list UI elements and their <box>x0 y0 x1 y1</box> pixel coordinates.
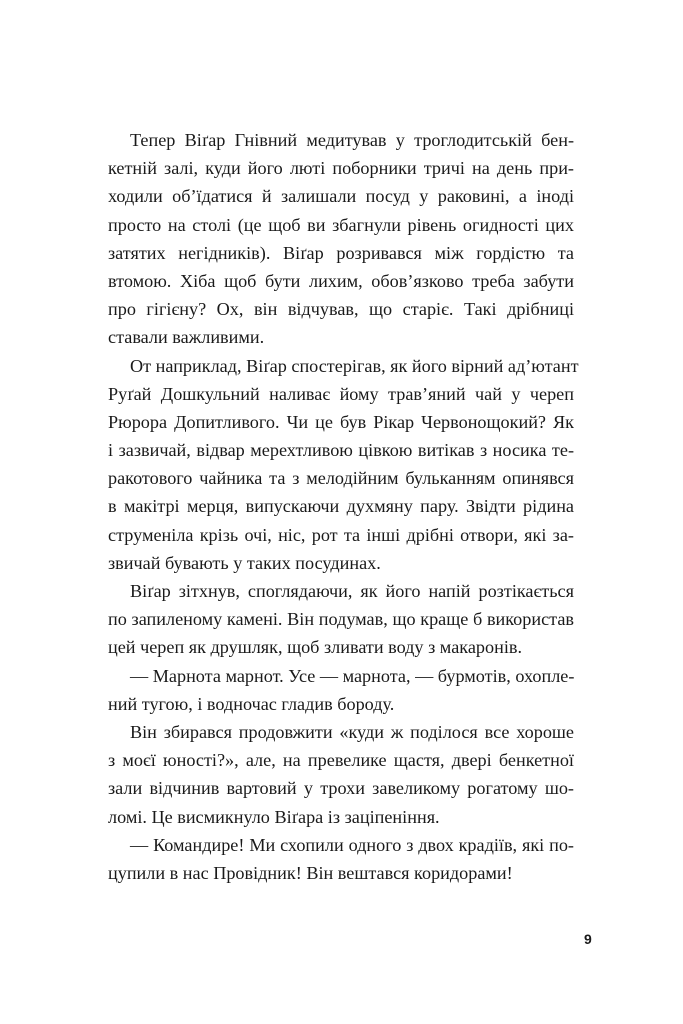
text-line: затятих негідників). Віґар розривався між гордістю та <box>108 242 574 263</box>
text-line: ракотового чайника та з мелодійним бульканням опинявся <box>108 468 574 489</box>
text-line: Руґай Дошкульний наливає йому трав’яний чай у череп <box>108 383 574 404</box>
text-line: просто на столі (це щоб ви збагнули рівень огидності цих <box>108 214 574 235</box>
paragraph <box>108 126 574 352</box>
text-line: Тепер Віґар Гнівний медитував у троглодитській бен- <box>130 130 574 150</box>
text-line: цей череп як друшляк, щоб зливати воду з макаронів. <box>108 637 523 658</box>
text-line: — Марнота марнот. Усе — марнота, — бурмотів, охопле- <box>130 665 575 686</box>
page-number: 9 <box>584 931 592 947</box>
text-line: по запиленому камені. Він подумав, що краще б використав <box>108 609 574 630</box>
text-line: з моєї юності?», але, на превелике щастя, двері бенкетної <box>108 750 574 771</box>
text-line: кетній залі, куди його люті поборники тричі на день при- <box>108 158 574 179</box>
text-line: цупили в нас Провідник! Він вештався коридорами! <box>108 862 513 883</box>
body-text <box>108 126 579 887</box>
text-line: струменіла крізь очі, ніс, рот та інші дрібні отвори, які за- <box>108 524 574 545</box>
text-line: ходили об’їдатися й залишали посуд у раковині, а іноді <box>108 186 574 207</box>
paragraph <box>108 718 574 831</box>
paragraph <box>108 831 574 887</box>
text-line: в макітрі мерця, випускаючи духмяну пару. Звідти рідина <box>108 496 574 517</box>
text-line: Рюрора Допитливого. Чи це був Рікар Червонощокий? Як <box>108 411 574 432</box>
text-line: ставали важливими. <box>108 327 265 348</box>
text-line: — Командире! Ми схопили одного з двох крадіїв, які по- <box>130 834 574 855</box>
text-line: ломі. Це висмикнуло Віґара із заціпеніння. <box>108 806 440 827</box>
text-line: і зазвичай, відвар мерехтливою цівкою витікав з носика те- <box>108 440 574 461</box>
paragraph <box>108 352 579 578</box>
paragraph <box>108 577 574 662</box>
text-line: зали відчинив вартовий у трохи завеликому рогатому шо- <box>108 778 574 799</box>
text-line: Віґар зітхнув, споглядаючи, як його напій розтікається <box>130 581 574 601</box>
text-line: втомою. Хіба щоб бути лихим, обов’язково треба забути <box>108 270 574 291</box>
text-line: звичай бувають у таких посудинах. <box>108 552 381 573</box>
text-line: ний тугою, і водночас гладив бороду. <box>108 693 395 714</box>
paragraph <box>108 662 574 718</box>
text-line: про гігієну? Ох, він відчував, що старіє. Такі дрібниці <box>108 299 574 320</box>
text-line: Він збирався продовжити «куди ж поділося все хороше <box>130 721 574 742</box>
text-line: От наприклад, Віґар спостерігав, як його вірний ад’ютант <box>130 355 579 376</box>
